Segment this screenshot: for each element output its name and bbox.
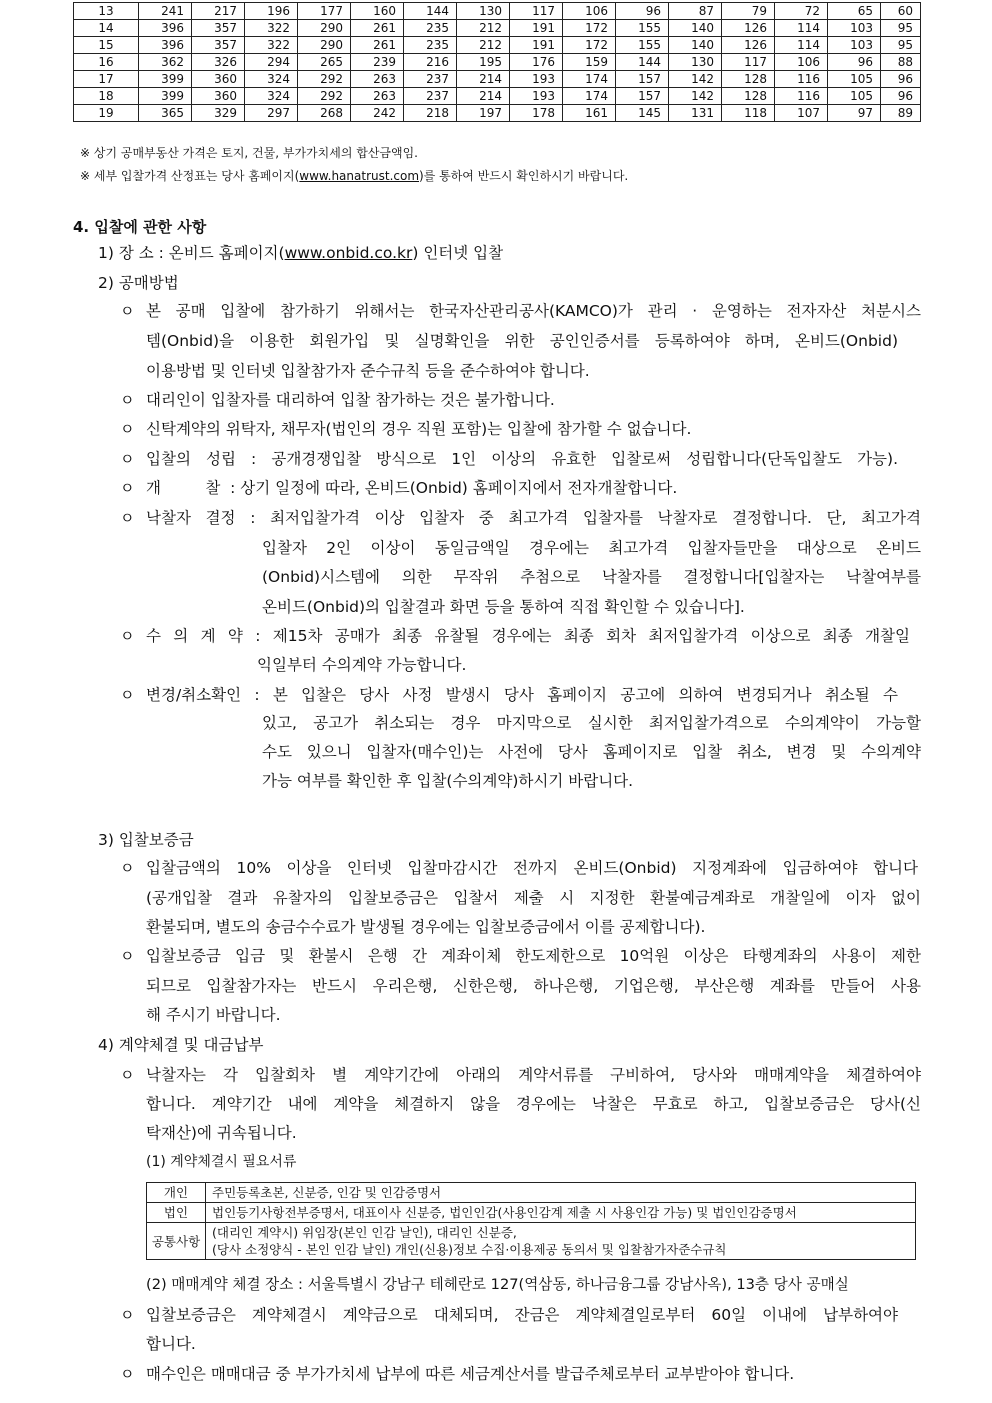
price-cell: 117 (722, 54, 775, 71)
bullet: ㅇ (120, 1365, 135, 1383)
table-row (74, 37, 921, 54)
table-row (74, 3, 921, 20)
price-cell: 161 (563, 105, 616, 122)
price-cell: 116 (775, 88, 828, 105)
bullet: ㅇ (120, 479, 135, 497)
price-cell: 96 (881, 71, 921, 88)
price-cell: 174 (563, 71, 616, 88)
price-cell: 216 (404, 54, 457, 71)
price-cell: 96 (881, 88, 921, 105)
bullet: ㅇ (120, 1066, 135, 1084)
docs-key-common: 공통사항 (147, 1223, 206, 1260)
price-cell: 140 (669, 20, 722, 37)
price-cell: 360 (192, 71, 245, 88)
table-row (74, 71, 921, 88)
price-cell: 177 (298, 3, 351, 20)
deposit-1-line-1: 입찰금액의 10% 이상을 인터넷 입찰마감시간 전까지 온비드(Onbid) 지정계좌에 입금하여야 합니다 (146, 859, 918, 877)
price-cell: 172 (563, 37, 616, 54)
price-cell: 87 (669, 3, 722, 20)
price-cell: 157 (616, 71, 669, 88)
contract-1-line-3: 탁재산)에 귀속됩니다. (146, 1124, 297, 1142)
method-8-line-4: 가능 여부를 확인한 후 입찰(수의계약)하시기 바랍니다. (262, 772, 634, 790)
deposit-2-line-2: 되므로 입찰참가자는 반드시 우리은행, 신한은행, 하나은행, 기업은행, 부산은행 계좌를 만들어 사용 (146, 977, 921, 995)
price-cell: 399 (139, 88, 192, 105)
bullet: ㅇ (120, 947, 135, 965)
method-6-line-4: 온비드(Onbid)의 입찰결과 화면 등을 통하여 직접 확인할 수 있습니다]. (262, 598, 745, 616)
price-cell: 142 (669, 71, 722, 88)
section-heading: 4. 입찰에 관한 사항 (73, 218, 207, 236)
bullet: ㅇ (120, 859, 135, 877)
method-6-line-1: 낙찰자 결정 : 최저입찰가격 이상 입찰자 중 최고가격 입찰자를 낙찰자로 결정합니다. 단, 최고가격 (146, 509, 921, 527)
method-4: 입찰의 성립 : 공개경쟁입찰 방식으로 1인 이상의 유효한 입찰로써 성립합니다(단독입찰도 가능). (146, 450, 898, 468)
price-cell: 155 (616, 20, 669, 37)
round-number-cell: 13 (74, 3, 139, 20)
price-cell: 237 (404, 88, 457, 105)
price-cell: 107 (775, 105, 828, 122)
contract-3: 매수인은 매매대금 중 부가가치세 납부에 따른 세금계산서를 발급주체로부터 교부받아야 합니다. (146, 1365, 795, 1383)
price-cell: 362 (139, 54, 192, 71)
price-cell: 324 (245, 71, 298, 88)
method-1-line-2: 템(Onbid)을 이용한 회원가입 및 실명확인을 위한 공인인증서를 등록하여야 하며, 온비드(Onbid) (146, 332, 898, 350)
price-cell: 140 (669, 37, 722, 54)
price-cell: 157 (616, 88, 669, 105)
price-cell: 357 (192, 20, 245, 37)
bullet: ㅇ (120, 1306, 135, 1324)
method-7-line-2: 익일부터 수의계약 가능합니다. (257, 656, 467, 674)
round-number-cell: 17 (74, 71, 139, 88)
price-cell: 322 (245, 20, 298, 37)
docs-key-individual: 개인 (147, 1183, 206, 1203)
docs-title: (1) 계약체결시 필요서류 (146, 1154, 297, 1170)
table-row (74, 105, 921, 122)
method-1-line-3: 이용방법 및 인터넷 입찰참가자 준수규칙 등을 준수하여야 합니다. (146, 362, 590, 380)
round-number-cell: 18 (74, 88, 139, 105)
price-cell: 79 (722, 3, 775, 20)
price-cell: 103 (828, 37, 881, 54)
method-7-line-1: 수 의 계 약 : 제15차 공매가 최종 유찰될 경우에는 최종 회차 최저입찰가격 이상으로 최종 개찰일 (146, 627, 910, 645)
method-8-line-1: 변경/취소확인 : 본 입찰은 당사 사정 발생시 당사 홈페이지 공고에 의하여 변경되거나 취소될 수 (146, 686, 898, 704)
table-row (147, 1183, 916, 1203)
price-cell: 212 (457, 20, 510, 37)
price-cell: 399 (139, 71, 192, 88)
price-cell: 212 (457, 37, 510, 54)
bullet: ㅇ (120, 302, 135, 320)
price-cell: 144 (616, 54, 669, 71)
price-cell: 193 (510, 88, 563, 105)
price-cell: 114 (775, 37, 828, 54)
price-cell: 360 (192, 88, 245, 105)
round-number-cell: 14 (74, 20, 139, 37)
price-cell: 89 (881, 105, 921, 122)
price-cell: 241 (139, 3, 192, 20)
contract-place: (2) 매매계약 체결 장소 : 서울특별시 강남구 테헤란로 127(역삼동, 하나금융그룹 강남사옥), 13층 당사 공매실 (146, 1276, 849, 1293)
price-cell: 235 (404, 20, 457, 37)
table-row (147, 1203, 916, 1223)
contract-2-line-1: 입찰보증금은 계약체결시 계약금으로 대체되며, 잔금은 계약체결일로부터 60일 이내에 납부하여야 (146, 1306, 898, 1324)
price-cell: 65 (828, 3, 881, 20)
price-cell: 72 (775, 3, 828, 20)
price-cell: 131 (669, 105, 722, 122)
method-title: 2) 공매방법 (98, 274, 179, 292)
contract-2-line-2: 합니다. (146, 1335, 196, 1353)
table-row (74, 88, 921, 105)
price-cell: 239 (351, 54, 404, 71)
round-number-cell: 19 (74, 105, 139, 122)
price-cell: 292 (298, 71, 351, 88)
price-cell: 116 (775, 71, 828, 88)
price-cell: 142 (669, 88, 722, 105)
round-number-cell: 16 (74, 54, 139, 71)
hanatrust-link[interactable]: www.hanatrust.com (299, 169, 420, 183)
price-cell: 105 (828, 88, 881, 105)
price-cell: 95 (881, 37, 921, 54)
onbid-link[interactable]: www.onbid.co.kr (284, 244, 413, 262)
price-cell: 242 (351, 105, 404, 122)
price-cell: 144 (404, 3, 457, 20)
price-cell: 263 (351, 71, 404, 88)
price-cell: 172 (563, 20, 616, 37)
note-price-sheet: ※ 세부 입찰가격 산정표는 당사 홈페이지(www.hanatrust.com)를 통하여 반드시 확인하시기 바랍니다. (80, 169, 629, 183)
price-cell: 396 (139, 37, 192, 54)
price-cell: 214 (457, 88, 510, 105)
price-cell: 217 (192, 3, 245, 20)
price-cell: 197 (457, 105, 510, 122)
bullet: ㅇ (120, 450, 135, 468)
price-cell: 297 (245, 105, 298, 122)
method-6-line-3: (Onbid)시스템에 의한 무작위 추첨으로 낙찰자를 결정합니다[입찰자는 낙찰여부를 (262, 568, 921, 586)
deposit-2-line-1: 입찰보증금 입금 및 환불시 은행 간 계좌이체 한도제한으로 10억원 이상은 타행계좌의 사용이 제한 (146, 947, 921, 965)
method-8-line-2: 있고, 공고가 취소되는 경우 마지막으로 실시한 최저입찰가격으로 수의계약이 가능할 (262, 714, 921, 732)
price-cell: 130 (457, 3, 510, 20)
bullet: ㅇ (120, 509, 135, 527)
price-cell: 159 (563, 54, 616, 71)
price-cell: 105 (828, 71, 881, 88)
price-cell: 218 (404, 105, 457, 122)
deposit-title: 3) 입찰보증금 (98, 831, 194, 849)
price-cell: 103 (828, 20, 881, 37)
contract-1-line-2: 합니다. 계약기간 내에 계약을 체결하지 않을 경우에는 낙찰은 무효로 하고, 입찰보증금은 당사(신 (146, 1095, 921, 1113)
method-6-line-2: 입찰자 2인 이상이 동일금액일 경우에는 최고가격 입찰자들만을 대상으로 온비드 (262, 539, 921, 557)
price-cell: 324 (245, 88, 298, 105)
bid-place: 1) 장 소 : 온비드 홈페이지(www.onbid.co.kr) 인터넷 입찰 (98, 244, 504, 262)
table-row (74, 54, 921, 71)
method-1-line-1: 본 공매 입찰에 참가하기 위해서는 한국자산관리공사(KAMCO)가 관리 · 운영하는 전자자산 처분시스 (146, 302, 921, 320)
price-cell: 178 (510, 105, 563, 122)
price-cell: 235 (404, 37, 457, 54)
price-cell: 160 (351, 3, 404, 20)
price-cell: 263 (351, 88, 404, 105)
price-cell: 128 (722, 71, 775, 88)
price-cell: 357 (192, 37, 245, 54)
docs-key-corporation: 법인 (147, 1203, 206, 1223)
price-cell: 155 (616, 37, 669, 54)
price-cell: 214 (457, 71, 510, 88)
price-cell: 261 (351, 20, 404, 37)
price-cell: 365 (139, 105, 192, 122)
price-cell: 322 (245, 37, 298, 54)
price-cell: 193 (510, 71, 563, 88)
price-cell: 126 (722, 37, 775, 54)
round-number-cell: 15 (74, 37, 139, 54)
price-table (73, 2, 921, 122)
method-5: 개 찰 : 상기 일정에 따라, 온비드(Onbid) 홈페이지에서 전자개찰합니다. (146, 479, 678, 497)
price-cell: 191 (510, 20, 563, 37)
price-cell: 118 (722, 105, 775, 122)
price-cell: 130 (669, 54, 722, 71)
deposit-1-line-2: (공개입찰 결과 유찰자의 입찰보증금은 입찰서 제출 시 지정한 환불예금계좌로 개찰일에 이자 없이 (146, 889, 921, 907)
price-cell: 126 (722, 20, 775, 37)
note-price-composition: ※ 상기 공매부동산 가격은 토지, 건물, 부가가치세의 합산금액임. (80, 146, 419, 160)
price-cell: 145 (616, 105, 669, 122)
price-cell: 114 (775, 20, 828, 37)
price-cell: 290 (298, 20, 351, 37)
docs-value-corporation: 법인등기사항전부증명서, 대표이사 신분증, 법인인감(사용인감계 제출 시 사용인감 가능) 및 법인인감증명서 (206, 1203, 916, 1223)
deposit-1-line-3: 환불되며, 별도의 송금수수료가 발생될 경우에는 입찰보증금에서 이를 공제합니다). (146, 918, 706, 936)
deposit-2-line-3: 해 주시기 바랍니다. (146, 1006, 281, 1024)
price-cell: 261 (351, 37, 404, 54)
price-cell: 96 (616, 3, 669, 20)
price-cell: 396 (139, 20, 192, 37)
price-cell: 196 (245, 3, 298, 20)
price-cell: 326 (192, 54, 245, 71)
bullet: ㅇ (120, 627, 135, 645)
price-cell: 117 (510, 3, 563, 20)
docs-value-individual: 주민등록초본, 신분증, 인감 및 인감증명서 (206, 1183, 916, 1203)
price-cell: 95 (881, 20, 921, 37)
bullet: ㅇ (120, 420, 135, 438)
table-row (147, 1223, 916, 1260)
method-8-line-3: 수도 있으니 입찰자(매수인)는 사전에 당사 홈페이지로 입찰 취소, 변경 및 수의계약 (262, 743, 921, 761)
price-cell: 176 (510, 54, 563, 71)
bullet: ㅇ (120, 391, 135, 409)
price-cell: 237 (404, 71, 457, 88)
bullet: ㅇ (120, 686, 135, 704)
required-documents-table (146, 1182, 916, 1260)
contract-1-line-1: 낙찰자는 각 입찰회차 별 계약기간에 아래의 계약서류를 구비하여, 당사와 매매계약을 체결하여야 (146, 1066, 921, 1084)
price-cell: 265 (298, 54, 351, 71)
price-cell: 96 (828, 54, 881, 71)
price-cell: 106 (775, 54, 828, 71)
table-row (74, 20, 921, 37)
price-cell: 294 (245, 54, 298, 71)
method-3: 신탁계약의 위탁자, 채무자(법인의 경우 직원 포함)는 입찰에 참가할 수 없습니다. (146, 420, 692, 438)
price-cell: 268 (298, 105, 351, 122)
price-cell: 88 (881, 54, 921, 71)
method-2: 대리인이 입찰자를 대리하여 입찰 참가하는 것은 불가합니다. (146, 391, 555, 409)
price-cell: 290 (298, 37, 351, 54)
price-cell: 60 (881, 3, 921, 20)
price-cell: 174 (563, 88, 616, 105)
docs-value-common: (대리인 계약시) 위임장(본인 인감 날인), 대리인 신분증, (당사 소정양식 - 본인 인감 날인) 개인(신용)정보 수집·이용제공 동의서 및 입찰참가자준수규칙 (206, 1223, 916, 1260)
contract-title: 4) 계약체결 및 대금납부 (98, 1036, 264, 1054)
price-cell: 292 (298, 88, 351, 105)
price-cell: 195 (457, 54, 510, 71)
price-cell: 97 (828, 105, 881, 122)
price-cell: 191 (510, 37, 563, 54)
price-cell: 106 (563, 3, 616, 20)
price-cell: 128 (722, 88, 775, 105)
price-cell: 329 (192, 105, 245, 122)
